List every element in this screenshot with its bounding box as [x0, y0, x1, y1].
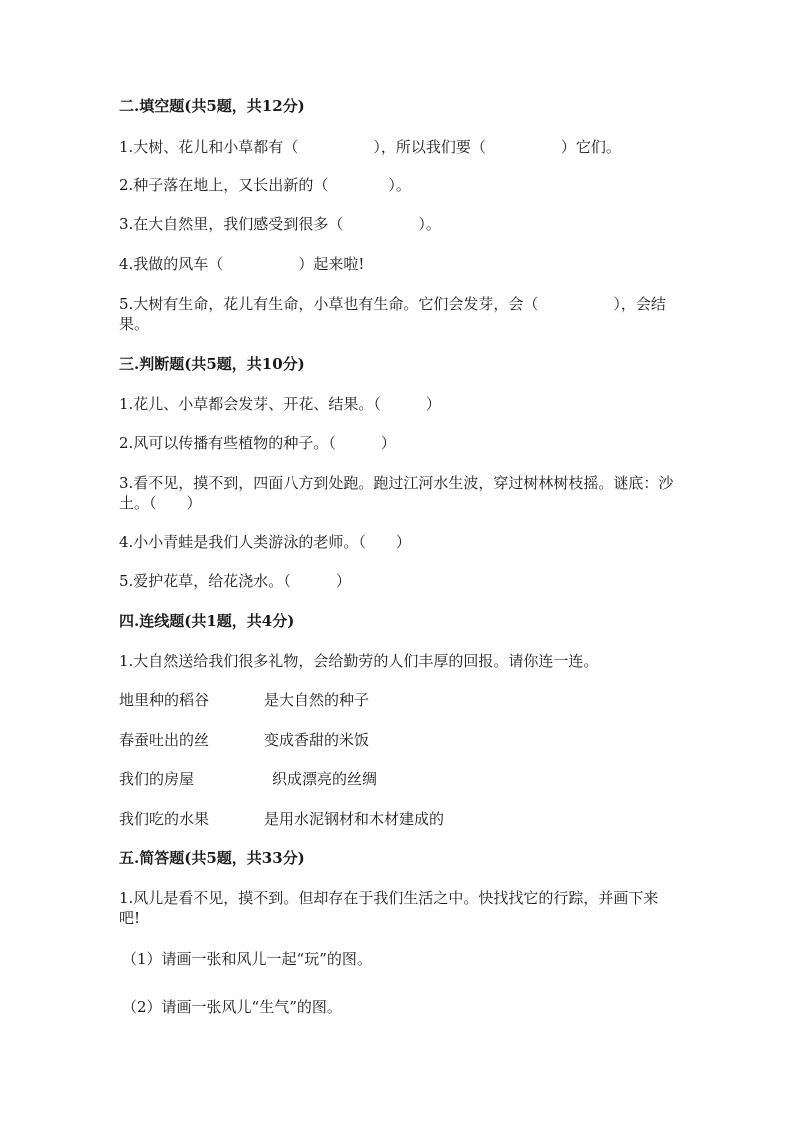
match-right-item: 是用水泥钢材和木材建成的 [264, 810, 445, 828]
section-heading-fill-blank: 二.填空题(共5题，共12分) [119, 97, 305, 115]
question-item: 2.风可以传播有些植物的种子。（ ） [119, 434, 396, 452]
question-item: 1.大自然送给我们很多礼物，会给勤劳的人们丰厚的回报。请你连一连。 [119, 652, 599, 670]
match-left-item: 我们的房屋 [119, 770, 195, 788]
match-right-item: 变成香甜的米饭 [264, 731, 370, 749]
section-heading-true-false: 三.判断题(共5题，共10分) [119, 355, 305, 373]
sub-question-item: （2）请画一张风儿“生气”的图。 [122, 998, 342, 1016]
match-left-item: 春蚕吐出的丝 [119, 731, 210, 749]
question-item: 5.爱护花草，给花浇水。（ ） [119, 572, 351, 590]
sub-question-item: （1）请画一张和风儿一起“玩”的图。 [122, 950, 372, 968]
match-right-item: 织成漂亮的丝绸 [272, 770, 378, 788]
question-item: 3.看不见，摸不到，四面八方到处跑。跑过江河水生波，穿过树林树枝摇。谜底：沙土。（ ） [119, 474, 674, 512]
question-item: 3.在大自然里，我们感受到很多（ ）。 [119, 215, 441, 233]
question-item: 1.风儿是看不见，摸不到。但却存在于我们生活之中。快找找它的行踪，并画下来吧! [119, 889, 659, 927]
question-item: 5.大树有生命，花儿有生命，小草也有生命。它们会发芽，会（ ），会结果。 [119, 295, 666, 333]
match-right-item: 是大自然的种子 [264, 691, 370, 709]
match-left-item: 地里种的稻谷 [119, 691, 210, 709]
question-item: 4.我做的风车（ ）起来啦! [119, 255, 365, 273]
question-item: 2.种子落在地上，又长出新的（ ）。 [119, 176, 411, 194]
section-heading-short-answer: 五.简答题(共5题，共33分) [119, 849, 305, 867]
question-item: 4.小小青蛙是我们人类游泳的老师。（ ） [119, 533, 411, 551]
question-item: 1.花儿、小草都会发芽、开花、结果。（ ） [119, 395, 441, 413]
match-left-item: 我们吃的水果 [119, 810, 210, 828]
question-item: 1.大树、花儿和小草都有（ ），所以我们要（ ）它们。 [119, 138, 621, 156]
section-heading-matching: 四.连线题(共1题，共4分) [119, 612, 295, 630]
